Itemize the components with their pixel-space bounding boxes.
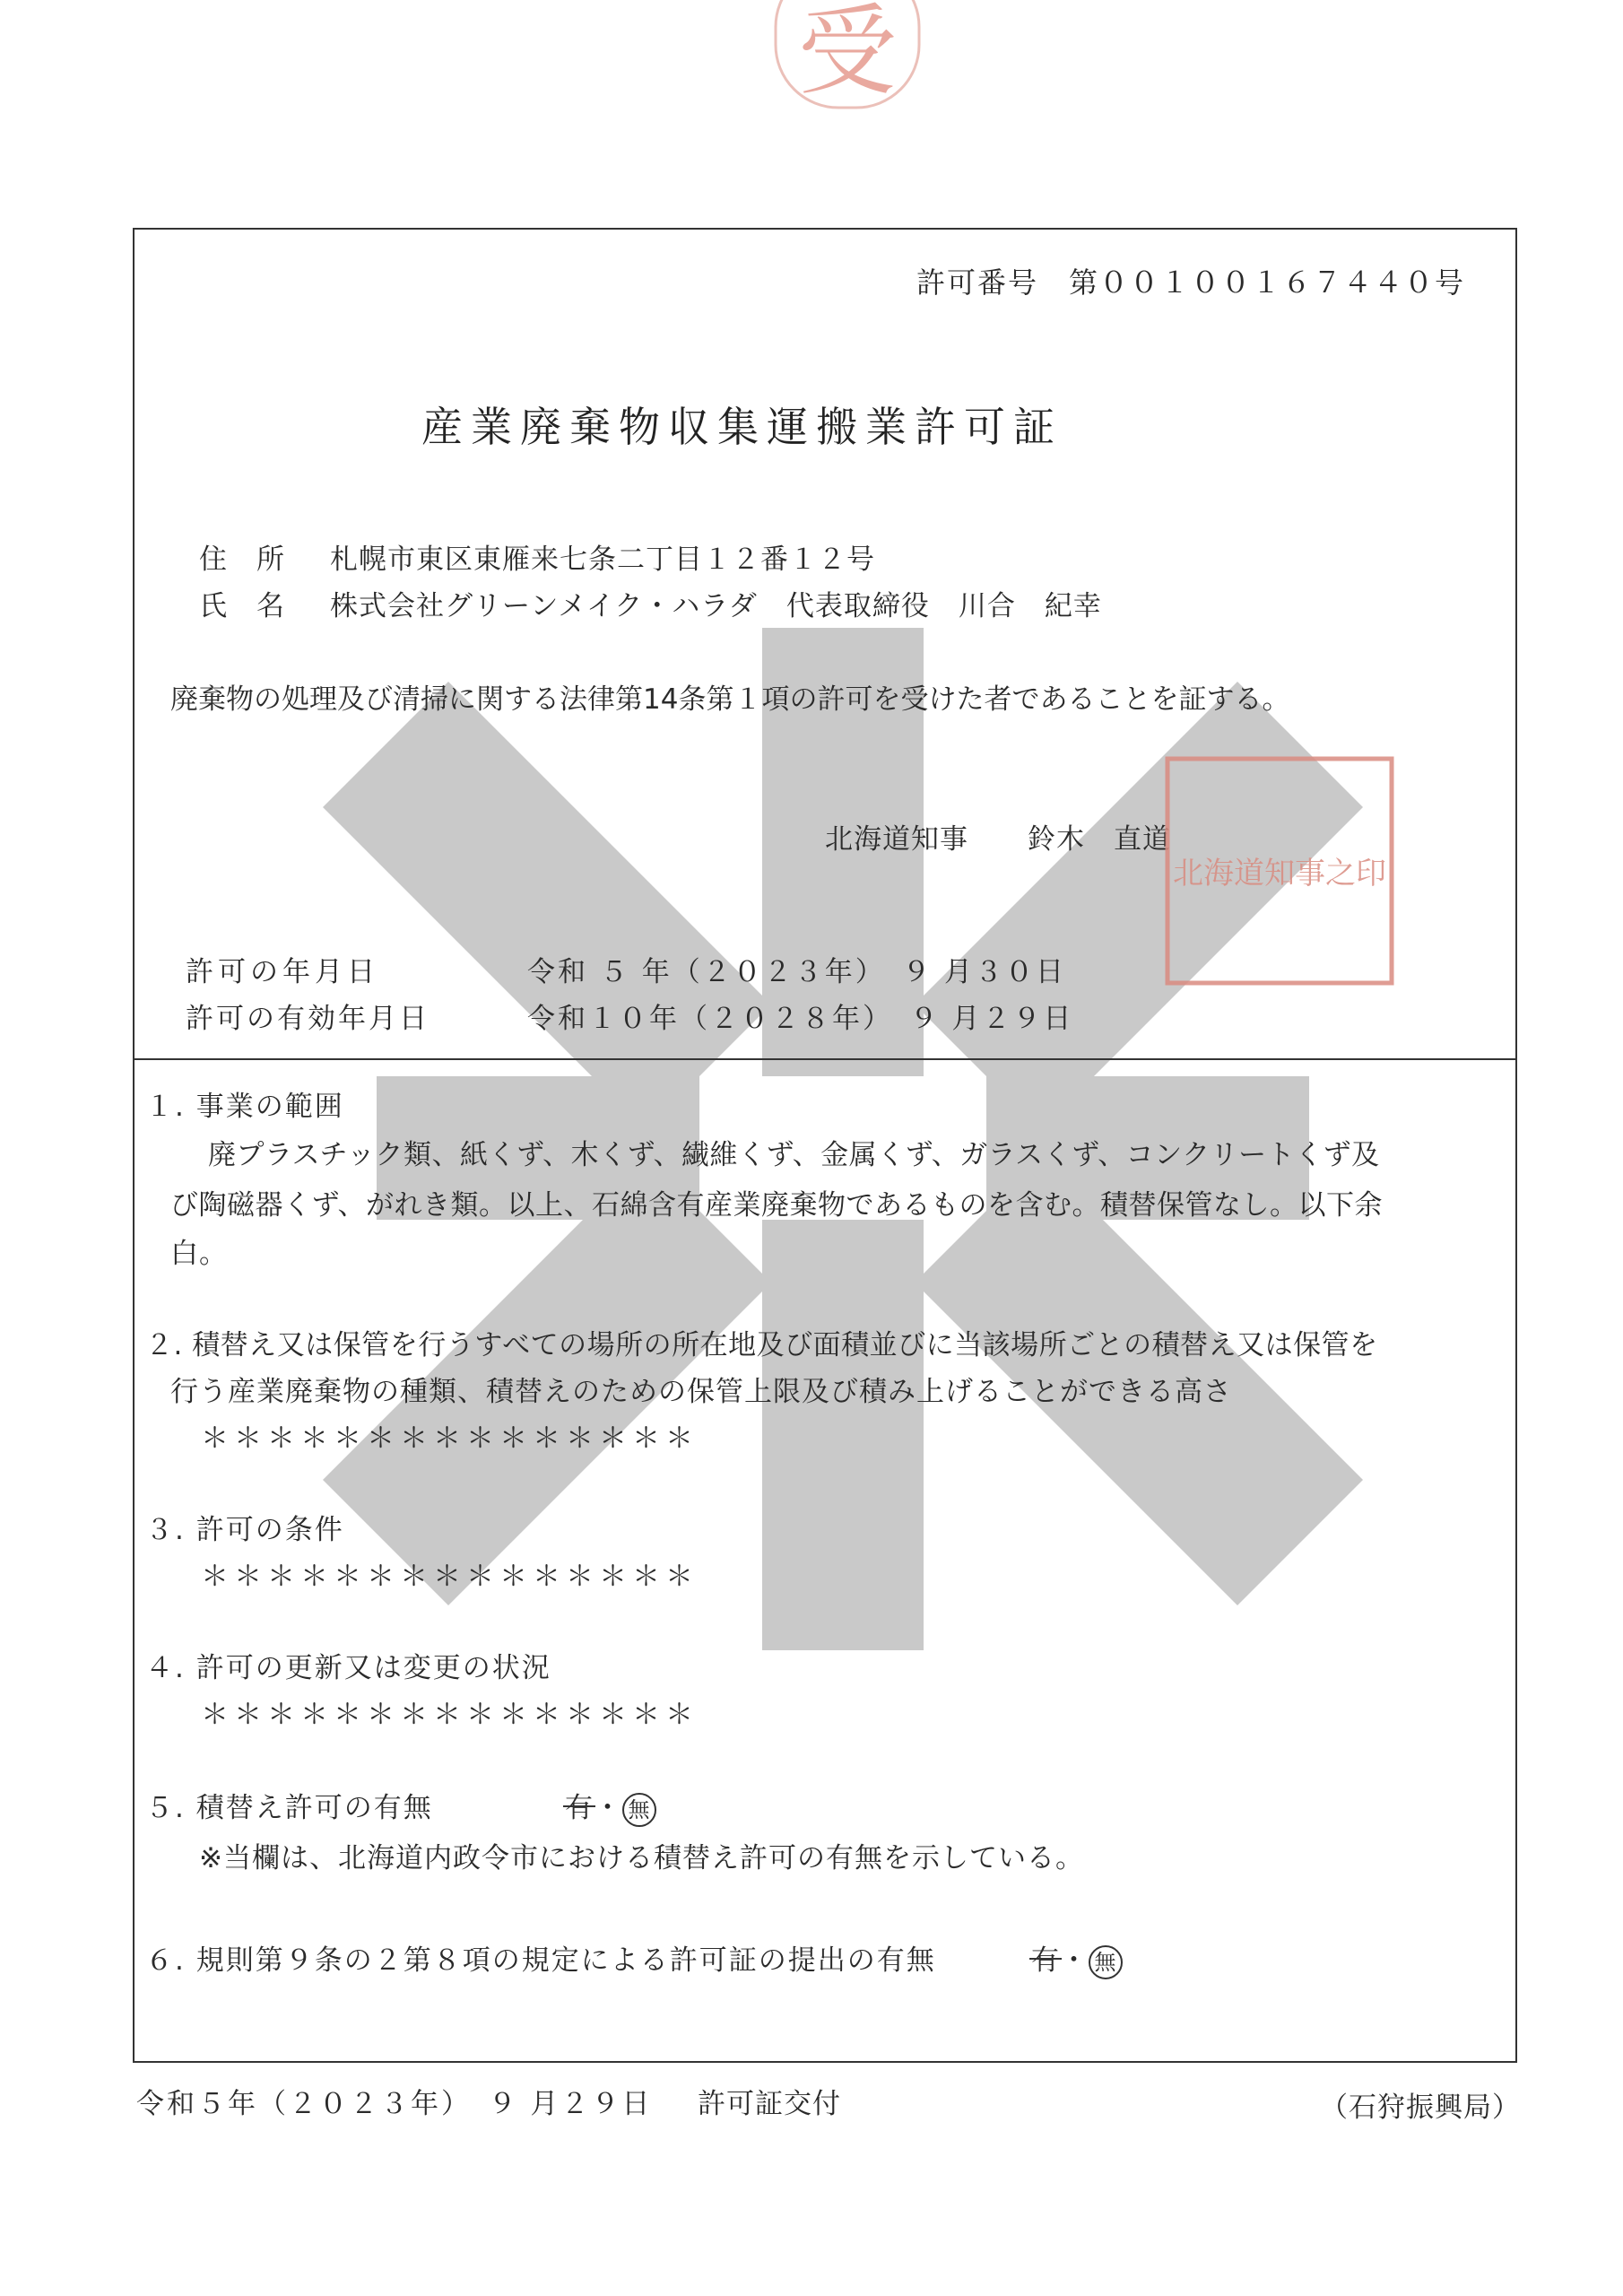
section-5-note: ※当欄は、北海道内政令市における積替え許可の有無を示している。 [199,1842,1084,1874]
governor-name: 鈴木 直道 [1028,823,1171,856]
name-label: 氏 名 [199,590,285,622]
section-3-value: ＊＊＊＊＊＊＊＊＊＊＊＊＊＊＊ [201,1561,699,1593]
permit-date-label: 許可の年月日 [186,956,379,988]
name-value: 株式会社グリーンメイク・ハラダ 代表取締役 川合 紀幸 [330,590,1102,622]
section-4-heading: ４. 許可の更新又は変更の状況 [145,1652,551,1684]
section-2-value: ＊＊＊＊＊＊＊＊＊＊＊＊＊＊＊ [201,1422,699,1455]
section-5-options [565,1785,656,1827]
permit-number: 許可番号 第００１００１６７４４０号 [916,265,1466,300]
address-label: 住 所 [199,544,285,576]
frame-divider [133,1058,1517,1060]
receipt-stamp [758,0,937,126]
governor-title: 北海道知事 [825,823,968,856]
section-4-value: ＊＊＊＊＊＊＊＊＊＊＊＊＊＊＊ [201,1699,699,1731]
governor-seal [1162,753,1397,988]
section-6-option-no-circled: 無 [1089,1945,1123,1979]
section-5-option-yes-struck: 有 [565,1785,594,1825]
address-value: 札幌市東区東雁来七条二丁目１２番１２号 [330,544,875,576]
section-6-option-yes-struck: 有 [1031,1937,1060,1978]
section-6-heading: ６. 規則第９条の２第８項の規定による許可証の提出の有無 [145,1944,936,1977]
receipt-stamp-text: 受 [798,0,897,109]
issue-text: 許可証交付 [698,2088,841,2120]
section-1-line-3: 白。 [170,1238,228,1270]
document-title: 産業廃棄物収集運搬業許可証 [421,403,1063,451]
section-2-heading: ２. 積替え又は保管を行うすべての場所の所在地及び面積並びに当該場所ごとの積替え又は保管を [145,1329,1378,1361]
issuing-bureau: （石狩振興局） [1320,2092,1521,2124]
section-5-heading: ５. 積替え許可の有無 [145,1792,433,1824]
seal-text: 北海道知事之印 [1173,856,1386,891]
section-1-line-2: び陶磁器くず、がれき類。以上、石綿含有産業廃棄物であるものを含む。積替保管なし。以下余 [170,1189,1384,1222]
section-6-options [1031,1937,1123,1979]
section-5-option-no-circled: 無 [622,1793,656,1827]
section-1-heading: １. 事業の範囲 [145,1091,344,1123]
section-5-separator: ・ [594,1792,622,1824]
section-1-line-1: 廃プラスチック類、紙くず、木くず、繊維くず、金属くず、ガラスくず、コンクリートくず及 [208,1139,1380,1171]
permit-date-value: 令和 ５ 年（２０２３年） ９ 月３０日 [527,956,1067,988]
expiry-date-value: 令和１０年（２０２８年） ９ 月２９日 [527,1003,1074,1035]
expiry-date-label: 許可の有効年月日 [186,1003,430,1035]
section-6-separator: ・ [1060,1944,1089,1977]
section-3-heading: ３. 許可の条件 [145,1514,344,1546]
section-2-line-2: 行う産業廃棄物の種類、積替えのための保管上限及び積み上げることができる高さ [170,1376,1232,1408]
certification-statement: 廃棄物の処理及び清掃に関する法律第14条第１項の許可を受けた者であることを証する。 [170,683,1290,716]
issue-date: 令和５年（２０２３年） ９ 月２９日 [136,2088,653,2120]
